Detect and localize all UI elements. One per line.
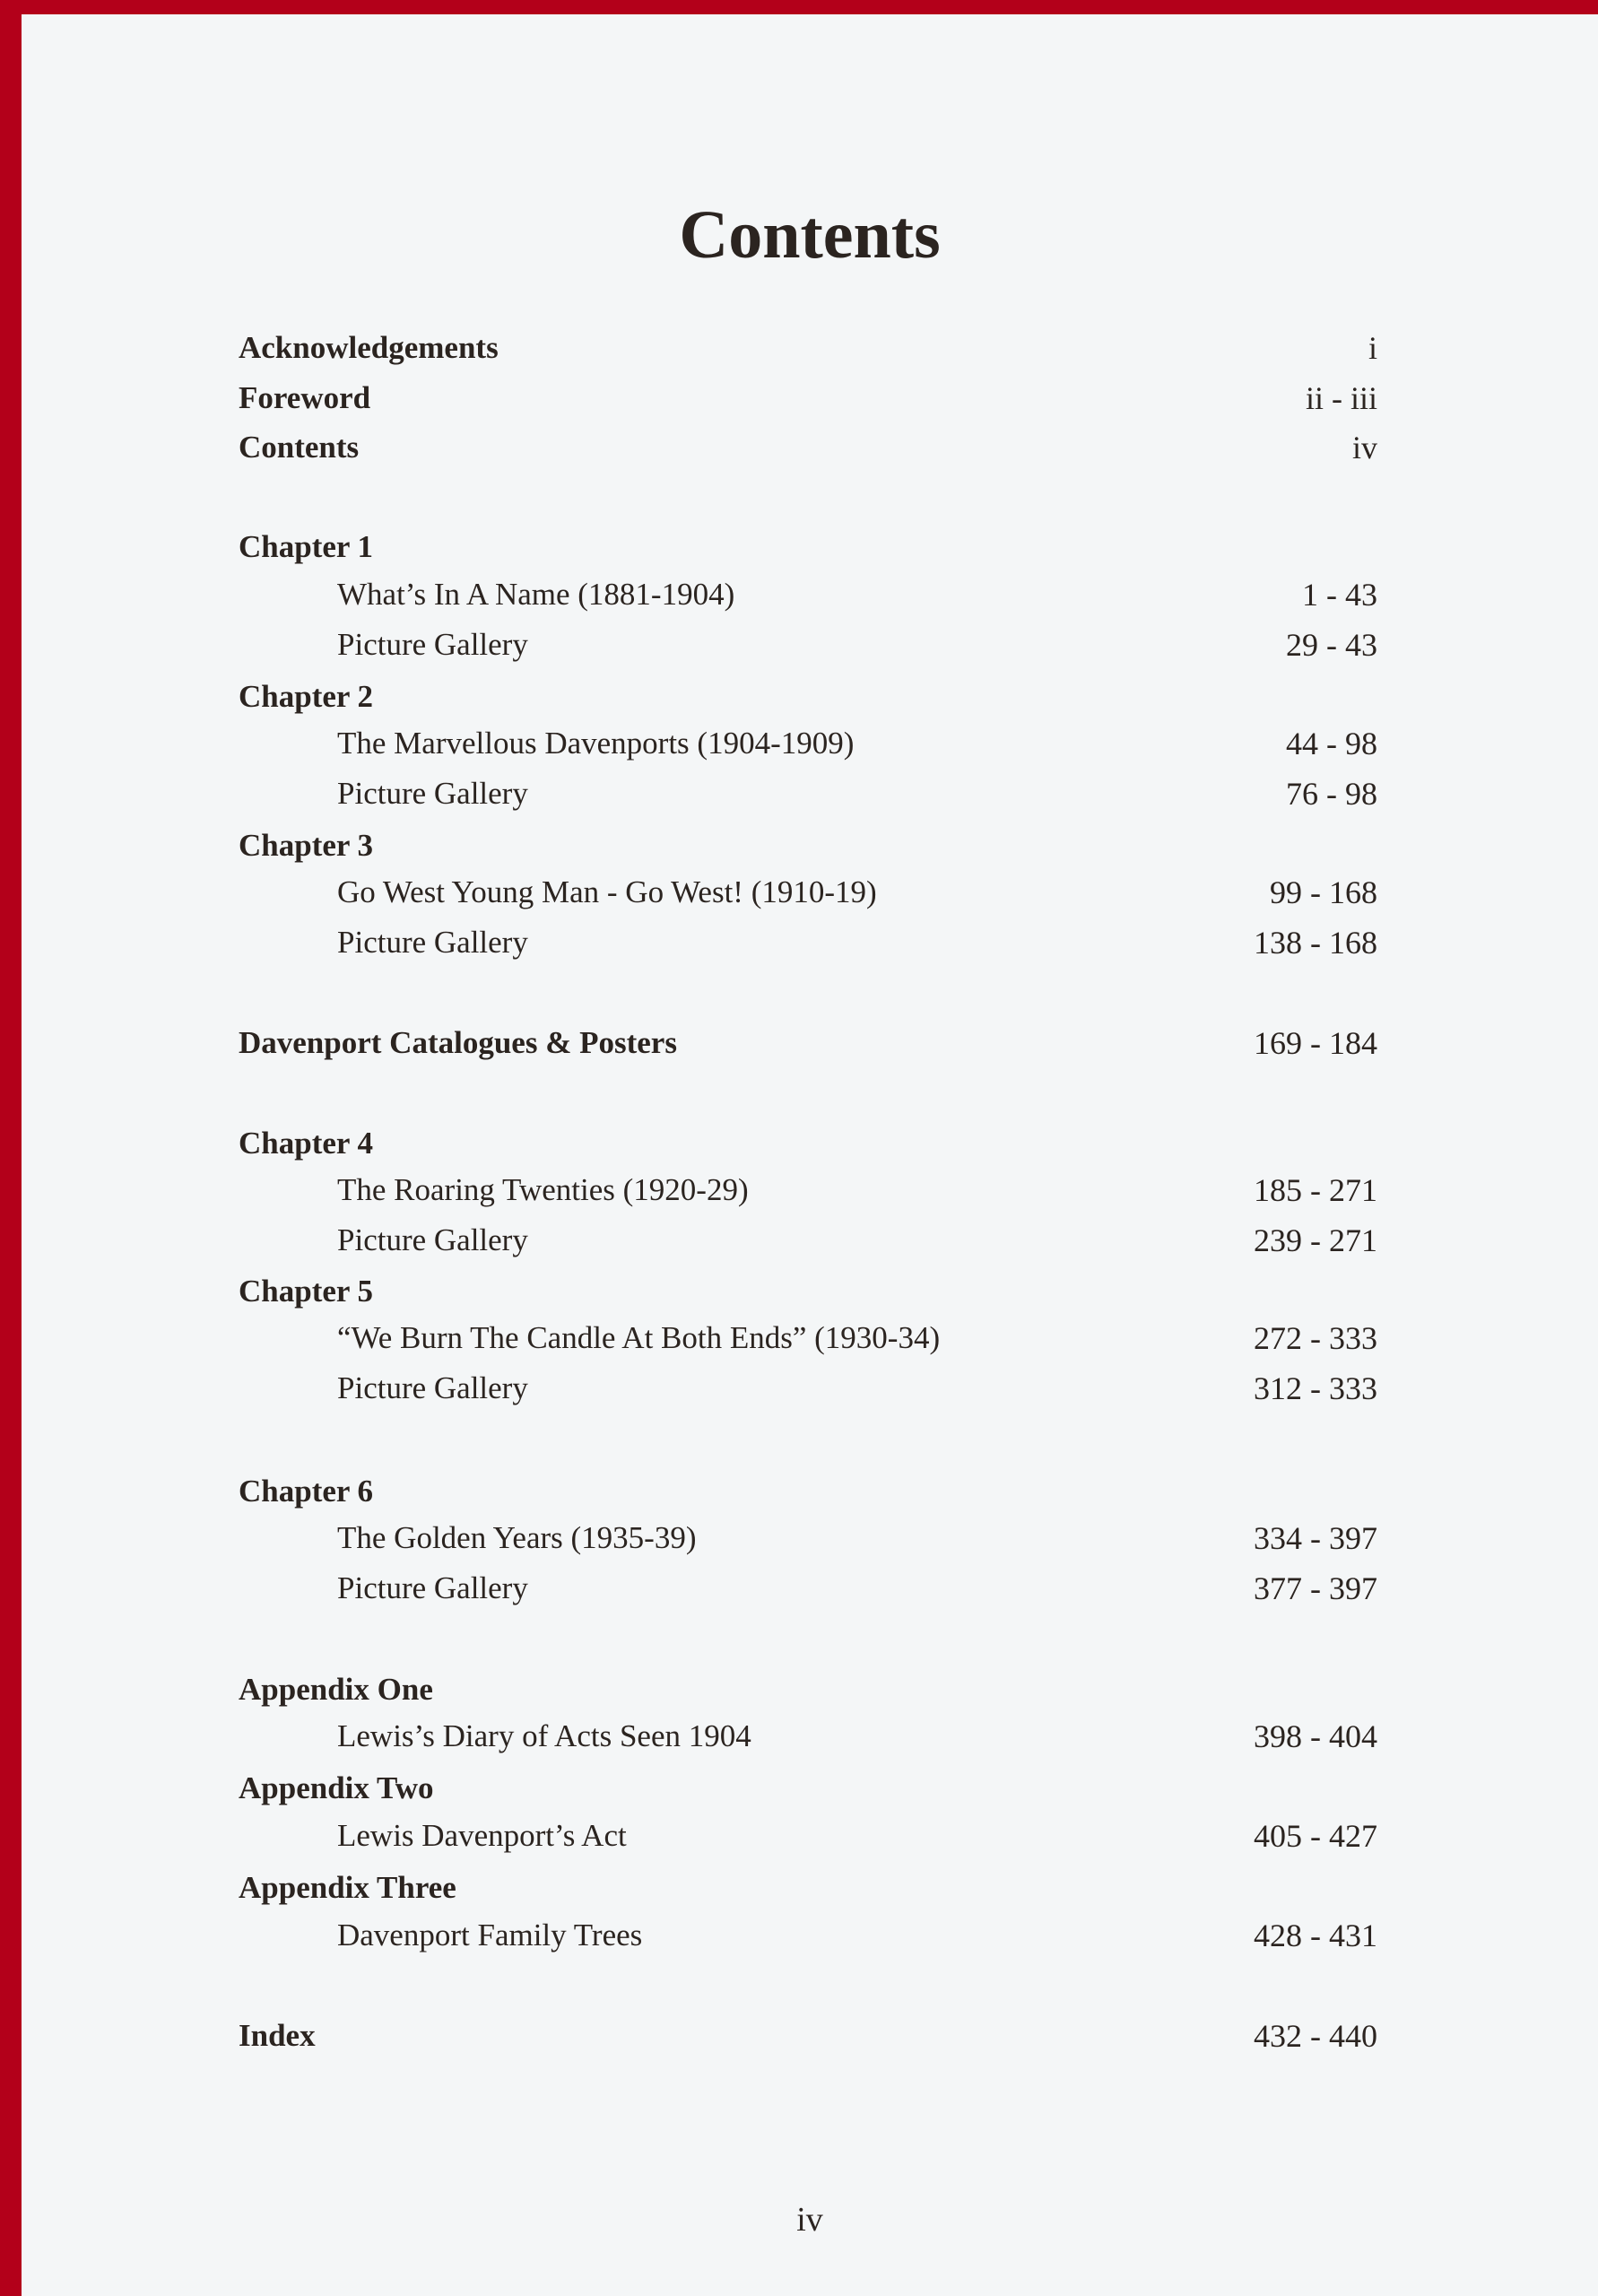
toc-entry xyxy=(22,876,1598,926)
chapter-heading xyxy=(22,1275,1598,1326)
appendix-heading xyxy=(22,1772,1598,1822)
toc-entry-pages: 169 - 184 xyxy=(1254,1025,1377,1061)
toc-entry-label: Picture Gallery xyxy=(337,1370,528,1405)
toc-entry xyxy=(22,578,1598,629)
appendix-title: Appendix Two xyxy=(239,1770,434,1805)
chapter-title: Chapter 1 xyxy=(239,529,374,564)
toc-entry-pages: 428 - 431 xyxy=(1254,1918,1377,1953)
toc-entry-pages: 312 - 333 xyxy=(1254,1370,1377,1406)
chapter-heading xyxy=(22,830,1598,880)
toc-entry-pages: 377 - 397 xyxy=(1254,1570,1377,1606)
toc-entry-label: Picture Gallery xyxy=(337,1222,528,1257)
chapter-title: Chapter 6 xyxy=(239,1474,374,1509)
chapter-heading xyxy=(22,531,1598,581)
toc-entry-catalogues xyxy=(22,1027,1598,1077)
toc-entry-pages: 398 - 404 xyxy=(1254,1718,1377,1754)
toc-entry-label: What’s In A Name (1881-1904) xyxy=(337,577,735,612)
toc-entry xyxy=(22,1919,1598,1970)
appendix-title: Appendix One xyxy=(239,1672,433,1707)
toc-entry-pages: 44 - 98 xyxy=(1286,726,1377,761)
toc-entry-pages: 272 - 333 xyxy=(1254,1320,1377,1356)
toc-entry xyxy=(22,926,1598,977)
toc-entry-pages: 99 - 168 xyxy=(1270,874,1377,910)
toc-entry-label: Foreword xyxy=(239,380,371,415)
chapter-title: Chapter 2 xyxy=(239,679,374,714)
chapter-heading xyxy=(22,1475,1598,1526)
toc-entry-pages: i xyxy=(1368,330,1377,366)
toc-entry xyxy=(22,727,1598,778)
chapter-title: Chapter 5 xyxy=(239,1274,374,1309)
toc-entry-label: Picture Gallery xyxy=(337,1570,528,1605)
toc-entry-label: Index xyxy=(239,2018,316,2053)
toc-entry-label: Lewis’s Diary of Acts Seen 1904 xyxy=(337,1718,751,1753)
toc-entry xyxy=(22,629,1598,679)
toc-entry-label: Acknowledgements xyxy=(239,330,499,365)
toc-entry xyxy=(22,1572,1598,1622)
toc-entry-pages: 334 - 397 xyxy=(1254,1520,1377,1556)
toc-entry-pages: 185 - 271 xyxy=(1254,1172,1377,1208)
toc-entry-pages: 1 - 43 xyxy=(1302,577,1377,613)
toc-entry-label: Picture Gallery xyxy=(337,627,528,662)
toc-entry xyxy=(22,1322,1598,1372)
toc-entry-label: Picture Gallery xyxy=(337,776,528,811)
toc-entry-pages: 432 - 440 xyxy=(1254,2018,1377,2054)
toc-entry-index xyxy=(22,2020,1598,2070)
toc-entry xyxy=(22,1720,1598,1770)
toc-entry xyxy=(22,1820,1598,1870)
toc-entry-pages: 405 - 427 xyxy=(1254,1818,1377,1854)
toc-entry-label: Picture Gallery xyxy=(337,925,528,960)
appendix-heading xyxy=(22,1872,1598,1922)
toc-entry-label: The Roaring Twenties (1920-29) xyxy=(337,1172,749,1207)
toc-entry-pages: ii - iii xyxy=(1306,380,1377,416)
toc-entry-acknowledgements xyxy=(22,332,1598,382)
toc-entry-pages: 29 - 43 xyxy=(1286,627,1377,663)
appendix-title: Appendix Three xyxy=(239,1870,456,1905)
toc-entry-label: “We Burn The Candle At Both Ends” (1930-34) xyxy=(337,1320,941,1355)
toc-entry-pages: 76 - 98 xyxy=(1286,776,1377,812)
page-title: Contents xyxy=(679,197,941,273)
toc-entry-foreword xyxy=(22,382,1598,432)
toc-entry-label: Davenport Catalogues & Posters xyxy=(239,1025,677,1060)
page-number: iv xyxy=(796,2201,823,2239)
toc-entry-label: Davenport Family Trees xyxy=(337,1918,643,1952)
toc-entry-label: Contents xyxy=(239,430,360,465)
toc-entry-label: The Marvellous Davenports (1904-1909) xyxy=(337,726,855,761)
book-page xyxy=(22,14,1598,2296)
toc-entry-contents xyxy=(22,431,1598,482)
toc-entry xyxy=(22,1224,1598,1274)
toc-entry-label: Go West Young Man - Go West! (1910-19) xyxy=(337,874,877,909)
toc-entry xyxy=(22,1174,1598,1224)
chapter-heading xyxy=(22,681,1598,731)
toc-entry-pages: 138 - 168 xyxy=(1254,925,1377,961)
toc-entry-label: The Golden Years (1935-39) xyxy=(337,1520,697,1555)
chapter-title: Chapter 3 xyxy=(239,828,374,863)
toc-entry xyxy=(22,1372,1598,1422)
toc-entry xyxy=(22,1522,1598,1572)
appendix-heading xyxy=(22,1674,1598,1724)
toc-entry-pages: iv xyxy=(1351,430,1377,465)
chapter-title: Chapter 4 xyxy=(239,1126,374,1161)
toc-entry-label: Lewis Davenport’s Act xyxy=(337,1818,627,1853)
chapter-heading xyxy=(22,1127,1598,1178)
toc-entry xyxy=(22,778,1598,828)
toc-entry-pages: 239 - 271 xyxy=(1254,1222,1377,1258)
